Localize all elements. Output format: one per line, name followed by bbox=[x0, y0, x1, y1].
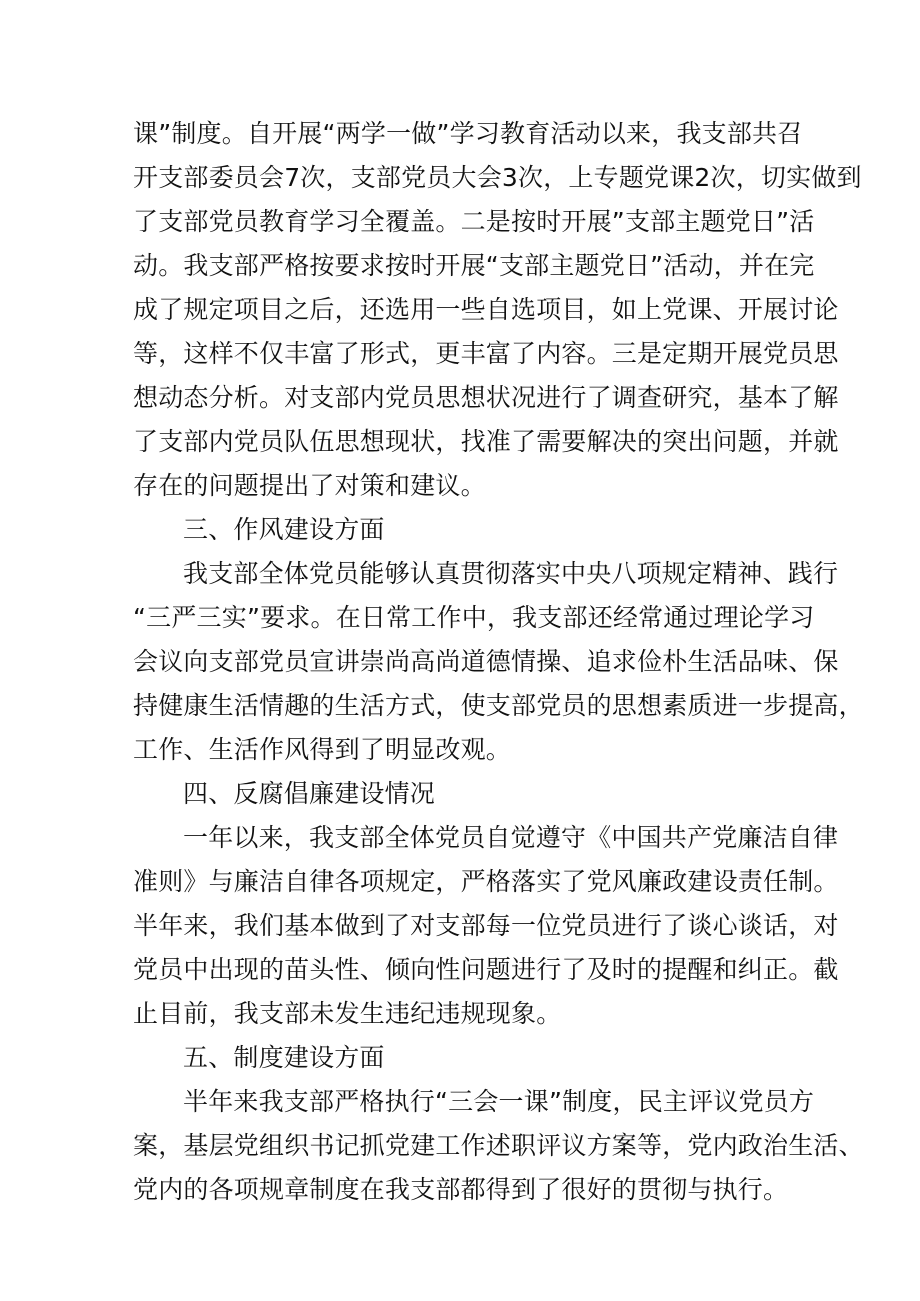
text-line: 半年来，我们基本做到了对支部每一位党员进行了谈心谈话，对 bbox=[133, 911, 839, 940]
text-line: 半年来我支部严格执行“三会一课”制度，民主评议党员方 bbox=[183, 1087, 815, 1116]
text-line: 党内的各项规章制度在我支部都得到了很好的贯彻与执行。 bbox=[133, 1175, 789, 1204]
text-line: 课”制度。自开展“两学一做”学习教育活动以来，我支部共召 bbox=[133, 119, 803, 148]
section-heading: 五、制度建设方面 bbox=[183, 1043, 385, 1072]
text-line: 开支部委员会7次，支部党员大会3次，上专题党课2次，切实做到 bbox=[133, 163, 862, 192]
text-line: “三严三实”要求。在日常工作中，我支部还经常通过理论学习 bbox=[133, 603, 815, 632]
text-line: 我支部全体党员能够认真贯彻落实中央八项规定精神、践行 bbox=[183, 559, 839, 588]
text-line: 了支部内党员队伍思想现状，找准了需要解决的突出问题，并就 bbox=[133, 427, 839, 456]
document-body bbox=[133, 112, 864, 1212]
section-heading: 三、作风建设方面 bbox=[183, 515, 385, 544]
text-line: 持健康生活情趣的生活方式，使支部党员的思想素质进一步提高， bbox=[133, 691, 864, 720]
text-line: 存在的问题提出了对策和建议。 bbox=[133, 471, 486, 500]
text-line: 案，基层党组织书记抓党建工作述职评议方案等，党内政治生活、 bbox=[133, 1131, 864, 1160]
section-heading: 四、反腐倡廉建设情况 bbox=[183, 779, 436, 808]
text-line: 成了规定项目之后，还选用一些自选项目，如上党课、开展讨论 bbox=[133, 295, 839, 324]
text-line: 动。我支部严格按要求按时开展“支部主题党日”活动，并在完 bbox=[133, 251, 815, 280]
text-line: 党员中出现的苗头性、倾向性问题进行了及时的提醒和纠正。截 bbox=[133, 955, 839, 984]
text-line: 一年以来，我支部全体党员自觉遵守《中国共产党廉洁自律 bbox=[183, 823, 839, 852]
text-line: 了支部党员教育学习全覆盖。二是按时开展”支部主题党日”活 bbox=[133, 207, 815, 236]
text-line: 想动态分析。对支部内党员思想状况进行了调查研究，基本了解 bbox=[133, 383, 839, 412]
text-line: 止目前，我支部未发生违纪违规现象。 bbox=[133, 999, 562, 1028]
text-line: 工作、生活作风得到了明显改观。 bbox=[133, 735, 512, 764]
text-line: 等，这样不仅丰富了形式，更丰富了内容。三是定期开展党员思 bbox=[133, 339, 839, 368]
text-line: 会议向支部党员宣讲崇尚高尚道德情操、追求俭朴生活品味、保 bbox=[133, 647, 839, 676]
text-line: 准则》与廉洁自律各项规定，严格落实了党风廉政建设责任制。 bbox=[133, 867, 839, 896]
